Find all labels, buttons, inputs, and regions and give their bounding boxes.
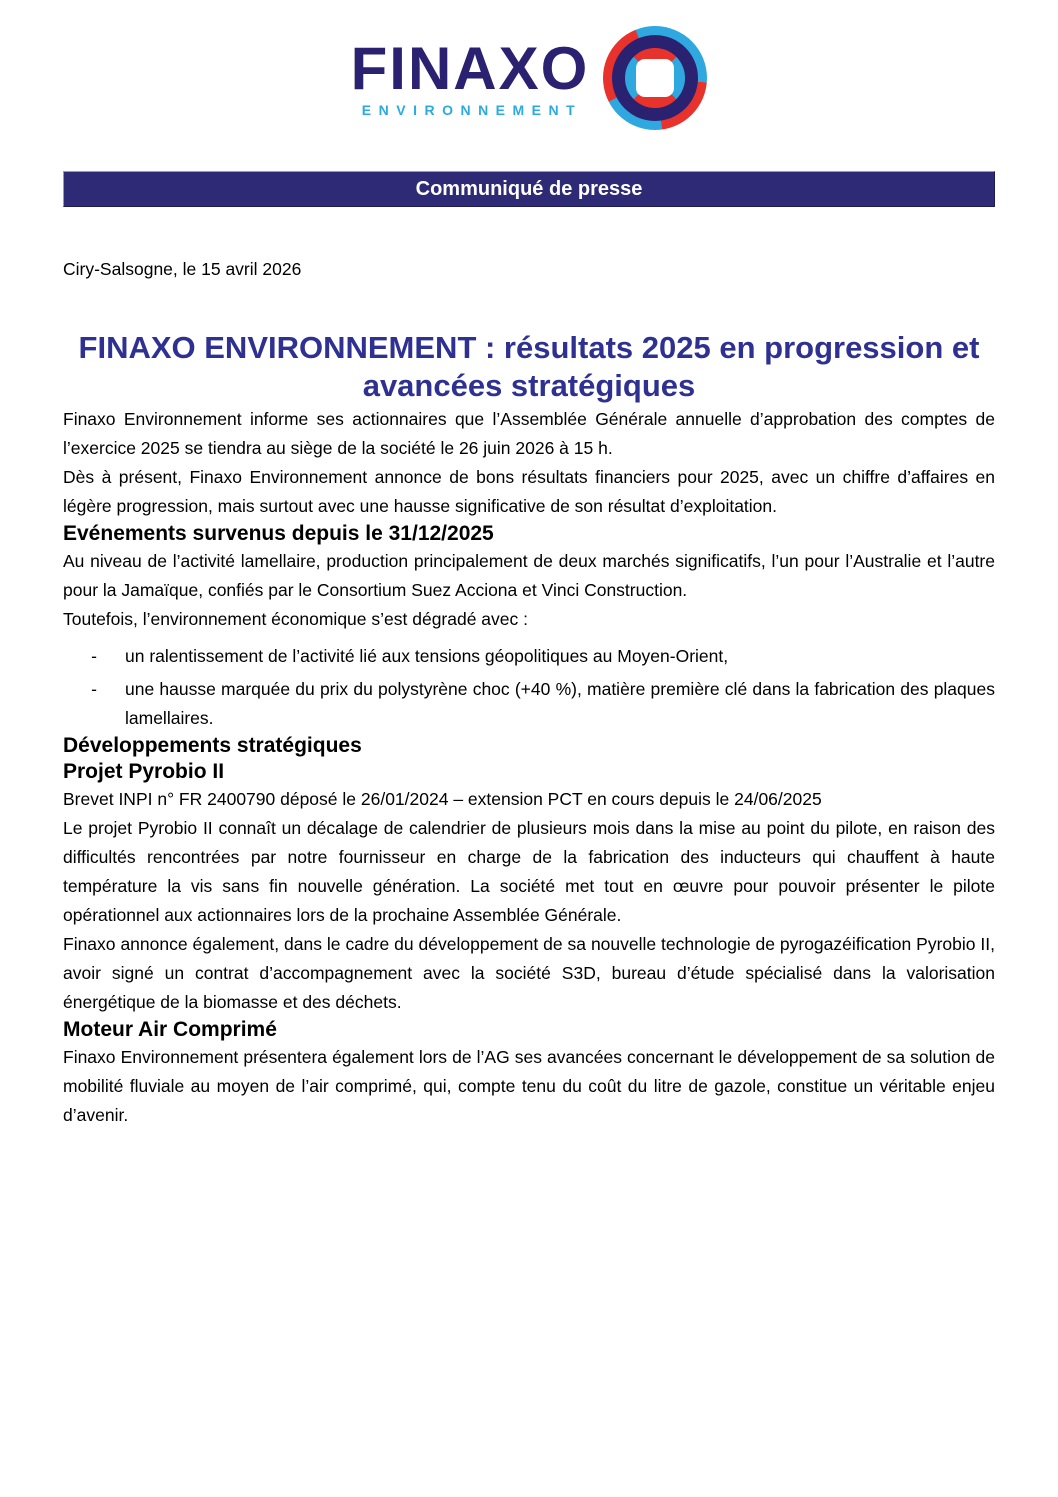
list-item [63,642,995,671]
pyrobio-paragraph-1: Le projet Pyrobio II connaît un décalage de calendrier de plusieurs mois dans la mise au point du pilote, en raison des difficultés rencontrées par notre fournisseur en charge de la fabrication des inducteurs qui chauffent à haute température la vis sans fin nouvelle génération. La société met tout en œuvre pour pouvoir présenter le pilote opérationnel aux actionnaires lors de la prochaine Assemblée Générale. [63,818,995,925]
events-bullet-list [63,642,995,733]
finaxo-logo [0,0,1058,130]
logo-tagline: ENVIRONNEMENT [361,102,583,118]
logo-center-square [636,59,674,97]
list-item [63,675,995,733]
events-paragraph-1: Au niveau de l’activité lamellaire, production principalement de deux marchés significatifs, l’un pour l’Australie et l’autre pour la Jamaïque, confiés par le Consortium Suez Acciona et Vinci Construction. [63,551,995,600]
dash-marker: - [91,679,97,699]
logo-wordmark: FINAXO [350,35,590,102]
subheading-moteur: Moteur Air Comprimé [63,1018,277,1041]
logo-wordmark-block [350,35,590,118]
bullet-text: un ralentissement de l’activité lié aux tensions géopolitiques au Moyen-Orient, [125,646,729,666]
press-release-banner [63,171,995,207]
brevet-line: Brevet INPI n° FR 2400790 déposé le 26/01/2024 – extension PCT en cours depuis le 24/06/2025 [63,789,822,809]
dateline: Ciry-Salsogne, le 15 avril 2026 [63,259,302,279]
intro-paragraph-2: Dès à présent, Finaxo Environnement annonce de bons résultats financiers pour 2025, avec un chiffre d’affaires en légère progression, mais surtout avec une hausse significative de son résultat d’exploitation. [63,467,995,516]
dash-marker: - [91,646,97,666]
section-heading-developpements: Développements stratégiques [63,734,362,757]
subheading-pyrobio: Projet Pyrobio II [63,760,225,783]
events-lead: Toutefois, l’environnement économique s’est dégradé avec : [63,609,528,629]
logo-mark-icon [603,26,707,130]
document-title: FINAXO ENVIRONNEMENT : résultats 2025 en progression et avancées stratégiques [78,330,980,403]
moteur-paragraph: Finaxo Environnement présentera également lors de l’AG ses avancées concernant le développement de sa solution de mobilité fluviale au moyen de l’air comprimé, qui, compte tenu du coût du litre de gazole, constitue un véritable enjeu d’avenir. [63,1047,995,1125]
section-heading-events: Evénements survenus depuis le 31/12/2025 [63,522,494,545]
bullet-text: une hausse marquée du prix du polystyrène choc (+40 %), matière première clé dans la fabrication des plaques lamellaires. [125,679,995,728]
intro-paragraph-1: Finaxo Environnement informe ses actionnaires que l’Assemblée Générale annuelle d’approbation des comptes de l’exercice 2025 se tiendra au siège de la société le 26 juin 2026 à 15 h. [63,409,995,458]
pyrobio-paragraph-2: Finaxo annonce également, dans le cadre du développement de sa nouvelle technologie de pyrogazéification Pyrobio II, avoir signé un contrat d’accompagnement avec la société S3D, bureau d’étude spécialisé dans la valorisation énergétique de la biomasse et des déchets. [63,934,995,1012]
banner-label: Communiqué de presse [415,178,643,200]
